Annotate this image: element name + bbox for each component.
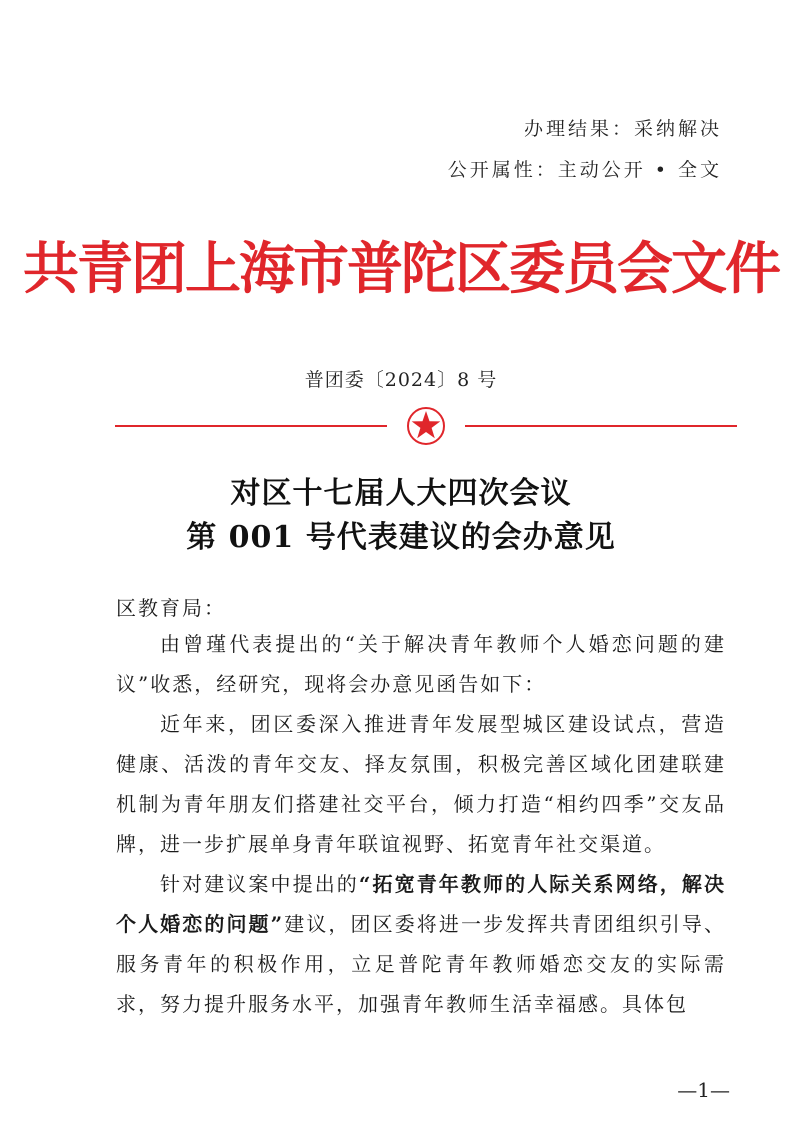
addressee: 区教育局： xyxy=(116,596,226,620)
left-red-rule xyxy=(115,425,387,427)
document-title-line-2: 第 001 号代表建议的会办意见 xyxy=(186,520,616,555)
handling-result: 办理结果：采纳解决 xyxy=(523,118,722,140)
paragraph-3-end: 建议，团区委将进一步发挥共青团组织引导、服务青年的积极作用，立足普陀青年教师婚恋交友的实际需求，努力提升服务水平，加强青年教师生活幸福感。具体包 xyxy=(116,912,726,1016)
right-red-rule xyxy=(465,425,737,427)
document-title-line-1: 对区十七届人大四次会议 xyxy=(230,476,572,511)
paragraph-3-start: 针对建议案中提出的 xyxy=(160,872,359,896)
document-body xyxy=(116,624,726,1024)
disclosure-attribute: 公开属性：主动公开 • 全文 xyxy=(447,159,722,181)
paragraph-3 xyxy=(116,864,726,1024)
paragraph-1: 由曾瑾代表提出的“关于解决青年教师个人婚恋问题的建议”收悉，经研究，现将会办意见函告如下： xyxy=(116,632,726,696)
document-number: 普团委〔2024〕8 号 xyxy=(304,369,498,391)
paragraph-2: 近年来，团区委深入推进青年发展型城区建设试点，营造健康、活泼的青年交友、择友氛围，积极完善区域化团建联建机制为青年朋友们搭建社交平台，倾力打造“相约四季”交友品牌，进一步扩展单身青年联谊视野、拓宽青年社交渠道。 xyxy=(116,712,726,856)
page-number: —1— xyxy=(677,1078,730,1102)
red-star-icon xyxy=(406,406,446,446)
paragraph-3-emphasis: “拓宽青年教师的人际关系网络，解决个人婚恋的问题” xyxy=(116,872,726,936)
red-header-title: 共青团上海市普陀区委员会文件 xyxy=(23,237,779,302)
